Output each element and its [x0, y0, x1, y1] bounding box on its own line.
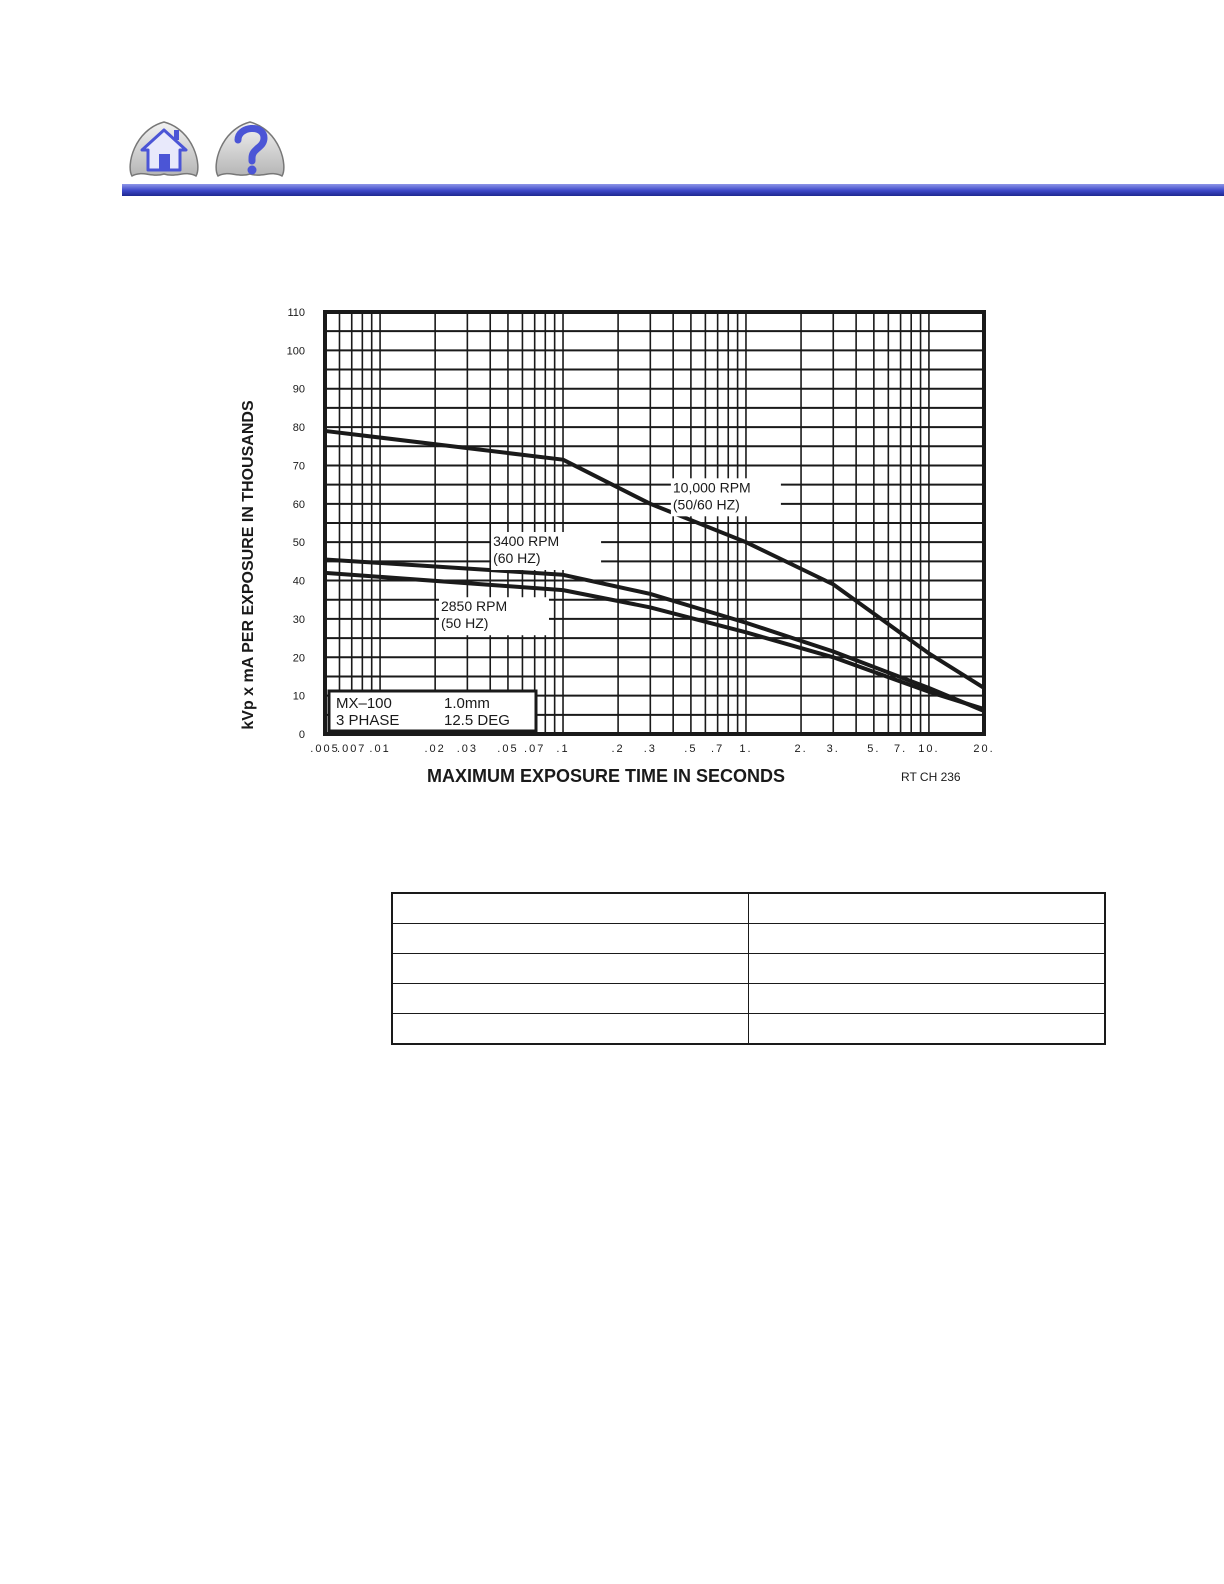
series-line-0 [325, 431, 984, 688]
table-row [392, 924, 1105, 954]
y-tick-label: 70 [292, 460, 305, 473]
table-cell [392, 924, 749, 954]
table-cell [392, 954, 749, 984]
table-row [392, 893, 1105, 924]
x-tick-label: .05 [497, 743, 519, 755]
x-tick-label: .007 [337, 743, 367, 755]
y-tick-label: 60 [292, 498, 305, 511]
y-tick-label: 100 [286, 345, 305, 358]
y-tick-label: 50 [292, 537, 305, 550]
y-tick-label: 80 [292, 422, 305, 435]
info-box-text: 3 PHASE [336, 712, 400, 729]
series-label: 2850 RPM [440, 598, 508, 615]
y-tick-label: 90 [292, 383, 305, 396]
series-label: (60 HZ) [493, 550, 541, 567]
x-tick-label: .5 [684, 743, 698, 755]
x-tick-label: .01 [369, 743, 391, 755]
y-tick-label: 30 [292, 613, 305, 626]
x-tick-label: 10. [918, 743, 940, 755]
x-tick-label: .03 [456, 743, 479, 755]
x-tick-label: 2. [794, 743, 808, 755]
spec-table [391, 892, 1106, 1045]
table-cell [749, 893, 1106, 924]
x-tick-label: .7 [711, 743, 725, 755]
x-tick-label: 7. [893, 743, 908, 755]
table-cell [749, 924, 1106, 954]
x-tick-label: 1. [739, 743, 753, 755]
y-tick-label: 20 [292, 652, 305, 665]
y-axis-title: kVp x mA PER EXPOSURE IN THOUSANDS [240, 400, 257, 730]
x-tick-label: .005 [310, 743, 340, 755]
table-cell [392, 984, 749, 1014]
series-label: (50 HZ) [440, 615, 489, 632]
y-tick-label: 40 [292, 575, 305, 588]
y-tick-label: 10 [292, 690, 305, 703]
table-row [392, 954, 1105, 984]
table-row [392, 1014, 1105, 1045]
table-cell [749, 954, 1106, 984]
info-box-text: MX–100 [336, 695, 392, 712]
table-cell [749, 1014, 1106, 1045]
x-tick-label: 20. [973, 743, 995, 755]
y-tick-label: 0 [298, 729, 305, 741]
table-cell [392, 1014, 749, 1045]
y-tick-label: 110 [287, 307, 305, 319]
table-cell [392, 893, 749, 924]
table-cell [749, 984, 1106, 1014]
x-tick-label: .02 [424, 743, 446, 755]
info-box-text: 12.5 DEG [444, 712, 510, 729]
x-axis-title: MAXIMUM EXPOSURE TIME IN SECONDS [426, 766, 786, 786]
x-tick-label: .1 [556, 743, 570, 755]
table-row [392, 984, 1105, 1014]
x-tick-label: .07 [524, 743, 546, 755]
x-tick-label: .2 [611, 743, 625, 755]
chart-reference: RT CH 236 [901, 770, 961, 784]
series-label: 10,000 RPM [672, 479, 751, 496]
series-line-1 [325, 559, 984, 711]
x-tick-label: 3. [826, 743, 840, 755]
series-label: (50/60 HZ) [672, 496, 740, 513]
series-label: 3400 RPM [493, 533, 560, 550]
x-tick-label: 5. [867, 743, 881, 755]
x-tick-label: .3 [643, 743, 657, 755]
info-box-text: 1.0mm [444, 695, 490, 712]
